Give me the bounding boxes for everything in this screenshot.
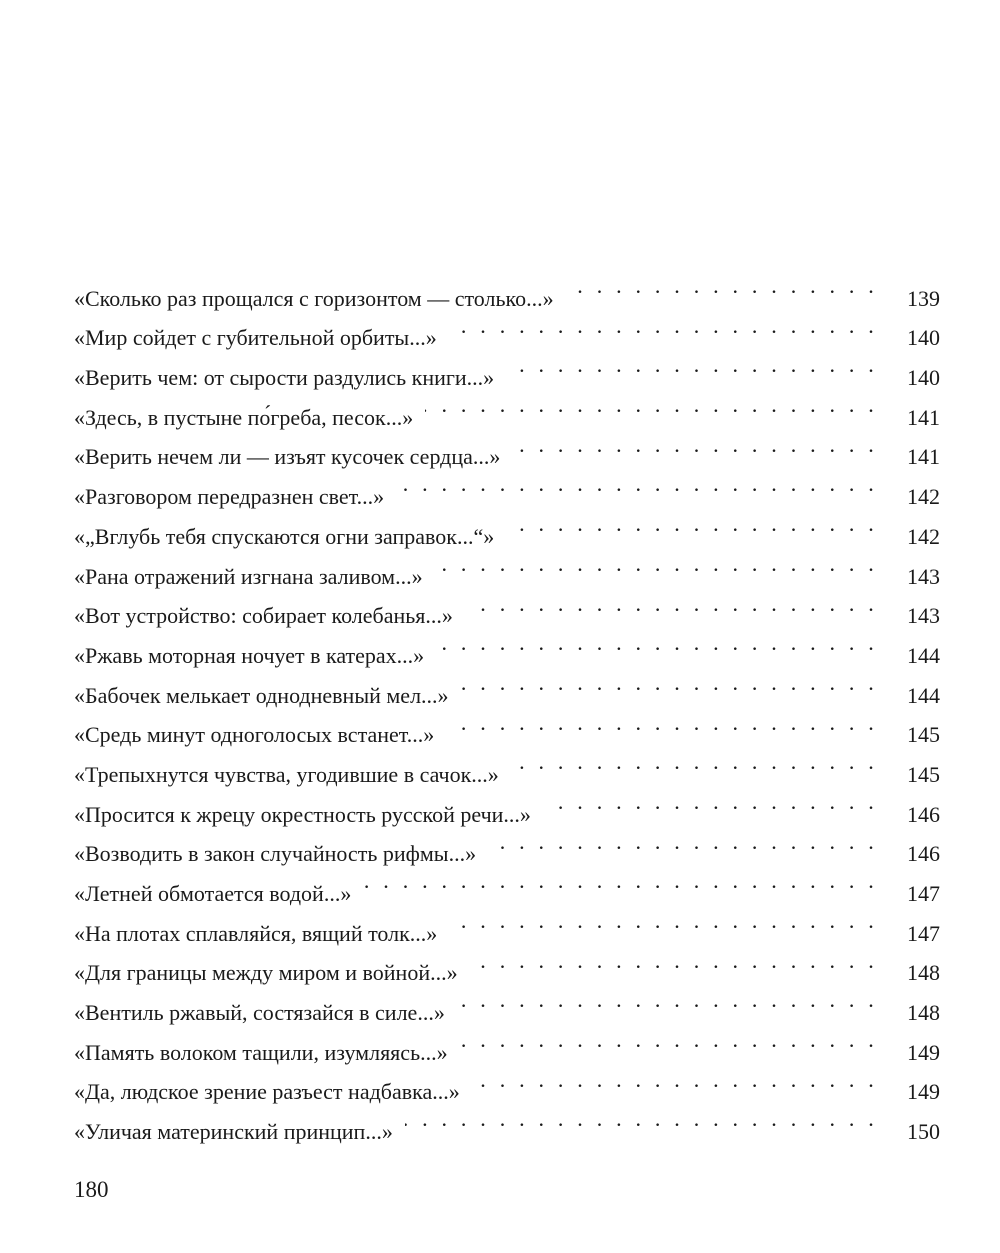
dot-leader bbox=[460, 1020, 878, 1060]
dot-leader bbox=[506, 504, 878, 544]
toc-entry-title: «На плотах сплавляйся, вящий толк...» bbox=[74, 920, 438, 946]
dot-leader bbox=[436, 623, 878, 663]
dot-leader bbox=[472, 1060, 878, 1100]
dot-leader bbox=[465, 584, 878, 624]
dot-leader bbox=[405, 1099, 878, 1139]
toc-entry-title: «Разговором передразнен свет...» bbox=[74, 484, 385, 510]
toc-entry-title: «Здесь, в пустыне по́греба, песок...» bbox=[74, 404, 414, 430]
toc-entry-page: 146 bbox=[907, 841, 940, 867]
toc-entry-title: «Средь минут одноголосых встанет...» bbox=[74, 722, 435, 748]
toc-entry-page: 147 bbox=[907, 920, 940, 946]
toc-entry-page: 142 bbox=[907, 523, 940, 549]
toc-entry-page: 148 bbox=[907, 1000, 940, 1026]
toc-entry-title: «Ржавь моторная ночует в катерах...» bbox=[74, 642, 425, 668]
toc-entry-title: «Возводить в закон случайность рифмы...» bbox=[74, 841, 477, 867]
toc-entry-title: «Бабочек мелькает однодневный мел...» bbox=[74, 682, 449, 708]
toc-entry-title: «Летней обмотается водой...» bbox=[74, 881, 352, 906]
toc-entry-page: 139 bbox=[907, 285, 940, 311]
dot-leader bbox=[506, 345, 878, 385]
dot-leader bbox=[425, 385, 878, 425]
toc-entry-page: 140 bbox=[907, 325, 940, 351]
toc-entry-title: «Сколько раз прощался с горизонтом — столько...» bbox=[74, 285, 554, 311]
dot-leader bbox=[512, 425, 878, 465]
toc-entry-page: 148 bbox=[907, 960, 940, 986]
dot-leader bbox=[470, 941, 878, 981]
dot-leader bbox=[543, 782, 878, 822]
toc-entry-page: 149 bbox=[907, 1079, 940, 1105]
toc-entry-page: 146 bbox=[907, 801, 940, 827]
page-number: 180 bbox=[74, 1177, 109, 1202]
toc-entry-title: «Верить чем: от сырости раздулись книги...» bbox=[74, 365, 495, 391]
toc-entry-page: 143 bbox=[907, 563, 940, 589]
toc-entry-title: «Вентиль ржавый, состязайся в силе...» bbox=[74, 1000, 445, 1026]
toc-entry-title: «Уличая материнский принцип...» bbox=[74, 1119, 393, 1145]
toc-entry-page: 143 bbox=[907, 603, 940, 629]
toc-entry-title: «Трепыхнутся чувства, угодившие в сачок...» bbox=[74, 761, 499, 787]
toc-entry-page: 144 bbox=[907, 642, 940, 668]
dot-leader bbox=[363, 861, 878, 901]
toc-entry-title: «„Вглубь тебя спускаются огни заправок...“» bbox=[74, 523, 495, 549]
toc-entry-page: 145 bbox=[907, 761, 940, 787]
dot-leader bbox=[511, 742, 878, 782]
dot-leader bbox=[566, 266, 878, 306]
toc-entry-title: «Да, людское зрение разъест надбавка...» bbox=[74, 1079, 460, 1105]
dot-leader bbox=[488, 822, 878, 862]
dot-leader bbox=[396, 464, 878, 504]
table-of-contents bbox=[74, 266, 940, 1145]
toc-entry-title: «Мир сойдет с губительной орбиты...» bbox=[74, 325, 437, 351]
toc-entry-title: «Память волоком тащили, изумляясь...» bbox=[74, 1039, 448, 1065]
toc-entry-page: 150 bbox=[907, 1119, 940, 1145]
toc-entry-title: «Рана отражений изгнана заливом...» bbox=[74, 563, 423, 589]
toc-entry-page: 145 bbox=[907, 722, 940, 748]
toc-entry-page: 140 bbox=[907, 365, 940, 391]
dot-leader bbox=[435, 544, 878, 584]
toc-entry-title: «Для границы между миром и войной...» bbox=[74, 960, 458, 986]
dot-leader bbox=[449, 306, 878, 346]
toc-entry-title: «Верить нечем ли — изъят кусочек сердца...» bbox=[74, 444, 501, 470]
toc-entry-title: «Просится к жрецу окрестность русской речи...» bbox=[74, 801, 531, 827]
toc-entry bbox=[74, 266, 940, 311]
dot-leader bbox=[449, 901, 878, 941]
dot-leader bbox=[457, 980, 878, 1020]
dot-leader bbox=[461, 663, 878, 703]
toc-entry-page: 142 bbox=[907, 484, 940, 510]
toc-entry-title: «Вот устройство: собирает колебанья...» bbox=[74, 603, 453, 629]
toc-entry-page: 144 bbox=[907, 682, 940, 708]
toc-entry-page: 141 bbox=[907, 444, 940, 470]
dot-leader bbox=[446, 703, 878, 743]
toc-entry-page: 147 bbox=[907, 881, 940, 906]
toc-entry-page: 149 bbox=[907, 1039, 940, 1065]
toc-entry-page: 141 bbox=[907, 404, 940, 430]
